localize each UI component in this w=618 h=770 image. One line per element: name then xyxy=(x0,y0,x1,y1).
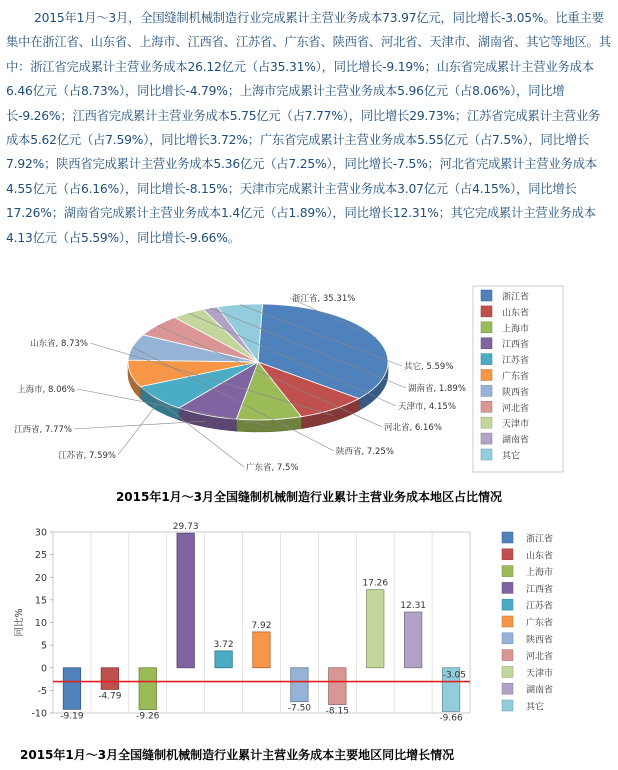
bar-legend-label-3: 江西省 xyxy=(526,584,554,595)
bar-legend-label-6: 陕西省 xyxy=(526,635,554,646)
pie-label-7: 河北省, 6.16% xyxy=(384,423,442,433)
y-tick-label-6: 0 xyxy=(40,663,47,675)
bar-4 xyxy=(215,651,232,668)
pie-label-5: 广东省, 7.5% xyxy=(246,463,299,473)
pie-label-2: 上海市, 8.06% xyxy=(17,385,75,395)
bar-value-label-0: -9.19 xyxy=(60,711,84,722)
pie-label-1: 山东省, 8.73% xyxy=(30,339,88,349)
bar-0 xyxy=(63,668,80,710)
bar-legend-label-5: 广东省 xyxy=(526,618,554,629)
y-tick-label-0: 30 xyxy=(34,527,47,539)
pie-legend-label-9: 湖南省 xyxy=(502,435,530,446)
pie-leader-4 xyxy=(118,404,157,455)
pie-legend-swatch-2 xyxy=(481,322,492,333)
bar-legend-swatch-8 xyxy=(502,666,513,677)
pie-label-0: 浙江省, 35.31% xyxy=(292,294,356,304)
y-tick-label-4: 10 xyxy=(34,618,47,629)
pie-legend-label-5: 广东省 xyxy=(502,372,530,382)
bar-legend-label-0: 浙江省 xyxy=(526,534,554,545)
bar-legend-swatch-1 xyxy=(502,549,513,560)
bar-legend-label-8: 天津市 xyxy=(526,668,554,679)
bar-legend-swatch-4 xyxy=(502,599,513,610)
bar-legend-swatch-6 xyxy=(502,633,513,644)
bar-legend xyxy=(502,532,553,713)
pie-label-9: 湖南省, 1.89% xyxy=(408,384,466,394)
bar-value-label-7: -8.15 xyxy=(325,706,349,717)
pie-label-8: 天津市, 4.15% xyxy=(398,402,456,412)
bar-1 xyxy=(101,668,118,690)
bar-6 xyxy=(291,668,308,702)
y-tick-label-5: 5 xyxy=(40,640,47,652)
pie-legend-label-0: 浙江省 xyxy=(502,292,530,303)
pie-label-10: 其它, 5.59% xyxy=(404,362,454,372)
pie-legend-label-6: 陕西省 xyxy=(502,387,530,398)
pie-legend-label-8: 天津市 xyxy=(502,419,530,430)
pie-legend-label-3: 江西省 xyxy=(502,340,530,351)
bar-legend-swatch-5 xyxy=(502,616,513,627)
region-share-pie-chart xyxy=(0,284,618,484)
pie-legend-swatch-0 xyxy=(481,290,492,301)
y-tick-label-2: 20 xyxy=(34,572,47,584)
bar-legend-label-4: 江苏省 xyxy=(526,601,554,612)
pie-label-4: 江苏省, 7.59% xyxy=(58,451,116,461)
bar-value-label-2: -9.26 xyxy=(136,711,160,722)
bar-value-label-1: -4.79 xyxy=(98,691,122,702)
pie-legend-swatch-4 xyxy=(481,354,492,365)
bar-value-label-4: 3.72 xyxy=(213,639,234,650)
bar-legend-label-2: 上海市 xyxy=(526,568,554,579)
y-tick-label-3: 15 xyxy=(34,595,47,607)
bar-2 xyxy=(139,668,156,710)
bar-value-label-6: -7.50 xyxy=(287,703,312,714)
pie-chart-caption: 2015年1月～3月全国缝制机械制造行业累计主营业务成本地区占比情况 xyxy=(115,490,503,504)
bar-legend-label-10: 其它 xyxy=(526,702,545,713)
summary-paragraph: 2015年1月～3月，全国缝制机械制造行业完成累计主营业务成本73.97亿元，同比增长-3.05%。比重主要集中在浙江省、山东省、上海市、江西省、江苏省、广东省、陕西省、河北省、天津市、湖南省、其它等地区。其中：浙江省完成累计主营业务成本26.12亿元（占35.31%），同比增长-9.19%；山东省完成累计主营业务成本6.46亿元（占8.73%），同比增长-4.79%；上海市完成累计主营业务成本5.96亿元（占8.06%），同比增长-9.26%；江西省完成累计主营业务成本5.75亿元（占7.77%），同比增长29.73%；江苏省完成累计主营业务成本5.62亿元（占7.59%），同比增长3.72%；广东省完成累计主营业务成本5.55亿元（占7.5%），同比增长7.92%；陕西省完成累计主营业务成本5.36亿元（占7.25%），同比增长-7.5%；河北省完成累计主营业务成本4.55亿元（占6.16%），同比增长-8.15%；天津市完成累计主营业务成本3.07亿元（占4.15%），同比增长17.26%；湖南省完成累计主营业务成本1.4亿元（占1.89%），同比增长12.31%；其它完成累计主营业务成本4.13亿元（占5.59%），同比增长-9.66%。 xyxy=(6,11,611,245)
bar-legend-swatch-2 xyxy=(502,566,513,577)
reference-line-label: -3.05 xyxy=(442,670,466,681)
pie-legend-swatch-7 xyxy=(481,401,492,412)
bar-value-label-3: 29.73 xyxy=(172,522,199,533)
yoy-growth-bar-chart xyxy=(0,518,618,728)
bar-legend-swatch-7 xyxy=(502,650,513,661)
bar-5 xyxy=(253,632,270,668)
pie-legend-label-2: 上海市 xyxy=(502,324,530,335)
bar-legend-label-7: 河北省 xyxy=(526,652,554,663)
bar-legend-swatch-3 xyxy=(502,582,513,593)
bar-value-label-10: -9.66 xyxy=(439,713,463,724)
bar-legend-swatch-0 xyxy=(502,532,513,543)
bar-9 xyxy=(404,612,421,668)
bar-legend-label-9: 湖南省 xyxy=(526,685,554,696)
y-tick-label-7: -5 xyxy=(37,685,47,697)
bar-chart-caption: 2015年1月～3月全国缝制机械制造行业累计主营业务成本主要地区同比增长情况 xyxy=(20,748,455,762)
pie-legend-swatch-3 xyxy=(481,338,492,349)
y-axis-label: 同比% xyxy=(14,608,25,637)
pie-legend-label-1: 山东省 xyxy=(502,308,530,319)
pie-legend-swatch-10 xyxy=(481,449,492,460)
bar-value-label-9: 12.31 xyxy=(400,601,427,612)
y-tick-label-1: 25 xyxy=(34,550,47,562)
bar-3 xyxy=(177,533,194,668)
bar-7 xyxy=(329,668,346,705)
pie-label-6: 陕西省, 7.25% xyxy=(336,447,394,457)
pie-label-3: 江西省, 7.77% xyxy=(14,425,72,435)
pie-legend-label-7: 河北省 xyxy=(502,403,530,414)
pie-legend-swatch-9 xyxy=(481,433,492,444)
bar-legend-swatch-9 xyxy=(502,683,513,694)
bar-value-label-8: 17.26 xyxy=(362,578,389,589)
bar-8 xyxy=(367,590,384,668)
pie-legend-swatch-1 xyxy=(481,306,492,317)
pie-legend-swatch-6 xyxy=(481,385,492,396)
pie-legend-swatch-8 xyxy=(481,417,492,428)
pie-legend-label-4: 江苏省 xyxy=(502,356,530,367)
pie-legend-label-10: 其它 xyxy=(502,451,521,462)
bar-legend-swatch-10 xyxy=(502,700,513,711)
y-tick-label-8: -10 xyxy=(31,708,47,720)
pie-legend xyxy=(473,286,563,472)
bar-value-label-5: 7.92 xyxy=(251,620,272,631)
pie-legend-swatch-5 xyxy=(481,370,492,381)
bar-legend-label-1: 山东省 xyxy=(526,551,554,562)
